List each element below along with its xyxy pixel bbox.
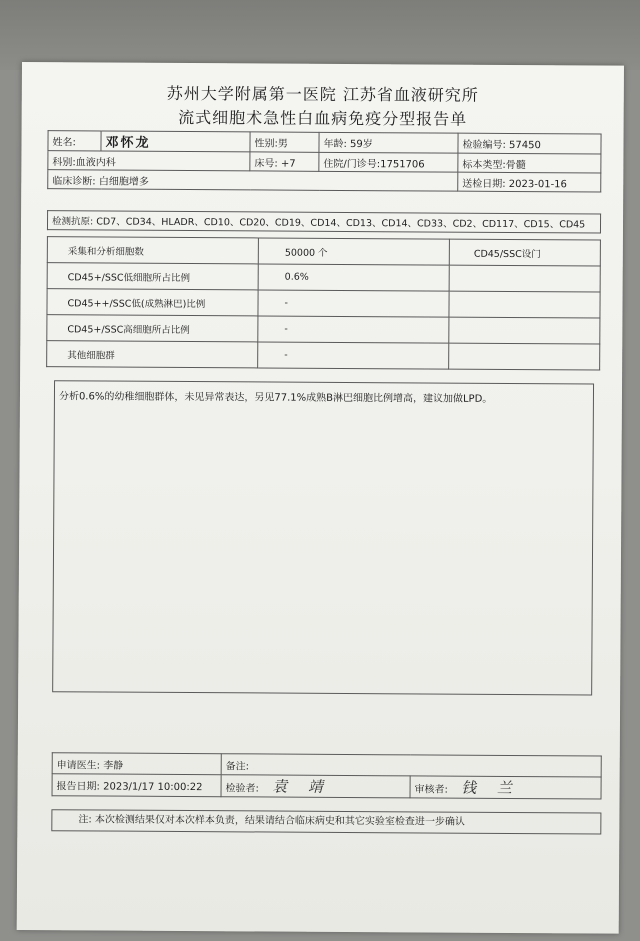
specimen-type: 标本类型:骨髓 [458,153,601,173]
antigen-list: 检测抗原: CD7、CD34、HLADR、CD10、CD20、CD19、CD14、CD13、CD14、CD33、CD2、CD117、CD15、CD45 [47,211,600,233]
name-label: 姓名: [48,131,101,151]
signature-table [52,752,602,799]
cell-analysis-table [46,236,601,370]
row-extra: CD45/SSC设门 [449,239,600,266]
row-value: 50000 个 [258,238,449,265]
row-label: CD45++/SSC低(成熟淋巴)比例 [47,289,258,316]
report-sheet [17,62,624,934]
conclusion-text: 分析0.6%的幼稚细胞群体，未见异常表达，另见77.1%成熟B淋巴细胞比例增高，建议加做LPD。 [58,391,493,405]
row-extra [449,317,600,344]
row-label: CD45+/SSC低细胞所占比例 [47,263,258,290]
hospital-title: 苏州大学附属第一医院 江苏省血液研究所 [166,83,479,105]
row-label: 采集和分析细胞数 [47,237,258,264]
antigen-table [47,210,601,233]
row-label: 其他细胞群 [47,341,258,368]
conclusion-box [52,380,594,695]
table-row [47,315,600,344]
disclaimer-note: 注: 本次检测结果仅对本次样本负责，结果请结合临床病史和其它实验室检查进一步确认 [51,809,601,834]
inspector-label: 检验者: [225,783,259,795]
inspector-signature: 袁 靖 [272,777,331,796]
row-extra [449,343,600,370]
row-value: - [258,342,449,369]
exam-number: 检验编号: 57450 [458,133,601,154]
table-row [47,263,600,292]
table-row [47,341,600,370]
row-extra [449,265,600,292]
inspector-cell [221,775,410,798]
row-value: - [258,290,449,317]
diagnosis-cell [48,170,458,192]
patient-info-table [47,130,601,192]
diagnosis: 白细胞增多 [98,175,149,188]
age: 年龄: 59岁 [319,132,458,153]
requesting-doctor: 申请医生: 李静 [52,753,221,775]
table-row [47,237,600,266]
inpatient-number: 住院/门诊号:1751706 [319,152,458,172]
reviewer-signature: 钱 兰 [461,778,520,798]
patient-name: 邓怀龙 [101,131,250,152]
background [0,0,640,70]
row-value: - [258,316,449,343]
report-date: 报告日期: 2023/1/17 10:00:22 [52,774,221,797]
bed-number: 床号: +7 [250,152,319,171]
row-label: CD45+/SSC高细胞所占比例 [47,315,258,342]
row-value: 0.6% [258,264,449,291]
send-date: 送检日期: 2023-01-16 [458,172,601,192]
row-extra [449,291,600,318]
report-title: 流式细胞术急性白血病免疫分型报告单 [178,107,468,129]
reviewer-label: 审核者: [414,784,448,796]
remark-label: 备注: [221,754,601,777]
diagnosis-label: 临床诊断: [52,175,96,187]
department: 科别:血液内科 [48,151,250,171]
reviewer-cell [410,776,601,799]
sex: 性别:男 [250,132,319,152]
table-row [47,289,600,318]
